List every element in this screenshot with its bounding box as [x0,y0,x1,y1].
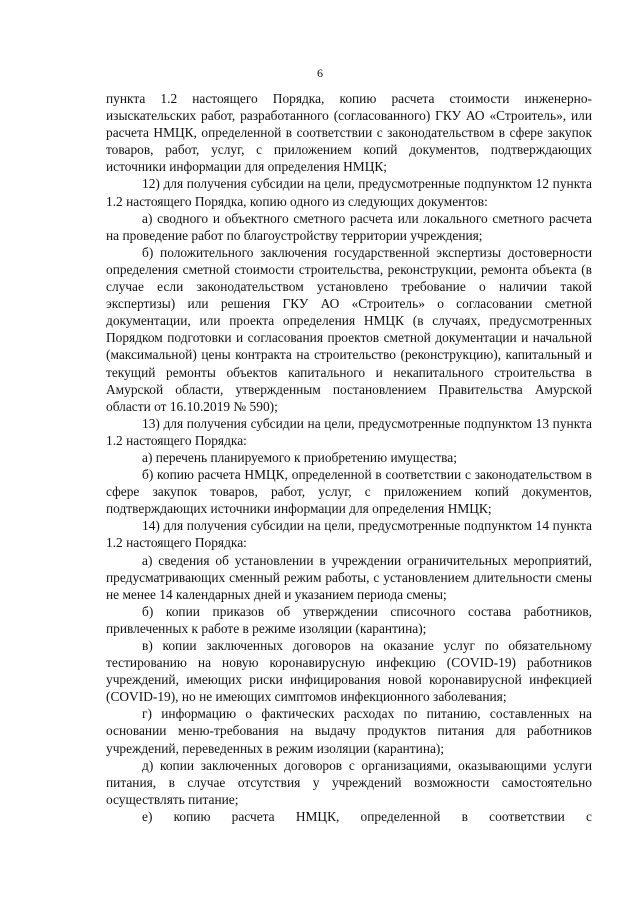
page-number: 6 [317,66,323,80]
paragraph-item-12a: а) сводного и объектного сметного расчета или локального сметного расчета на проведение работ по благоустройству территории учреждения; [106,210,592,243]
paragraph-item-12b: б) положительного заключения государственной экспертизы достоверности определения сметной стоимости строительства, реконструкции, ремонта объекта (в случае если законодательством установлено требование о наличии такой экспертизы) или решения ГКУ АО «Строитель» о согласовании сметной документации, или проекта определения НМЦК (в случаях, предусмотренных Порядком подготовки и согласования проектов сметной документации и начальной (максимальной) цены контракта на строительство (реконструкцию), капитальный и текущий ремонты объектов капитального и некапитального строительства в Амурской области, утвержденным постановлением Правительства Амурской области от 16.10.2019 № 590); [106,244,592,414]
paragraph-item-14: 14) для получения субсидии на цели, предусмотренные подпунктом 14 пункта 1.2 настоящего Порядка: [106,518,592,551]
paragraph-item-14g: г) информацию о фактических расходах по питанию, составленных на основании меню-требования на выдачу продуктов питания для работников учреждений, переведенных в режим изоляции (карантина); [106,706,592,756]
paragraph-item-14d: д) копии заключенных договоров с организациями, оказывающими услуги питания, в случае отсутствия у учреждений возможности самостоятельно осуществлять питание; [106,757,592,807]
paragraph-continuation: пункта 1.2 настоящего Порядка, копию расчета стоимости инженерно-изыскательских работ, разработанного (согласованного) ГКУ АО «Строитель», или расчета НМЦК, определенной в соответствии с законодательством в сфере закупок товаров, работ, услуг, с приложением копий документов, подтверждающих источники информации для определения НМЦК; [106,91,592,175]
paragraph-item-13: 13) для получения субсидии на цели, предусмотренные подпунктом 13 пункта 1.2 настоящего Порядка: [106,415,592,448]
paragraph-item-14a: а) сведения об установлении в учреждении ограничительных мероприятий, предусматривающих сменный режим работы, с установлением длительности смены не менее 14 календарных дней и указанием периода смены; [106,552,592,602]
paragraph-item-14e: е) копию расчета НМЦК, определенной в соответствии с [142,808,592,824]
paragraph-item-13a: а) перечень планируемого к приобретению имущества; [142,449,457,465]
paragraph-item-12: 12) для получения субсидии на цели, предусмотренные подпунктом 12 пункта 1.2 настоящего Порядка, копию одного из следующих документов: [106,176,592,209]
document-body [106,90,592,825]
paragraph-item-14v: в) копии заключенных договоров на оказание услуг по обязательному тестированию на новую коронавирусную инфекцию (COVID-19) работников учреждений, имеющих риски инфицирования новой коронавирусной инфекцией (COVID-19), но не имеющих симптомов инфекционного заболевания; [106,638,592,705]
paragraph-item-13b: б) копию расчета НМЦК, определенной в соответствии с законодательством в сфере закупок товаров, работ, услуг, с приложением копий документов, подтверждающих источники информации для определения НМЦК; [106,467,592,517]
paragraph-item-14b: б) копии приказов об утверждении списочного состава работников, привлеченных к работе в режиме изоляции (карантина); [106,603,592,636]
